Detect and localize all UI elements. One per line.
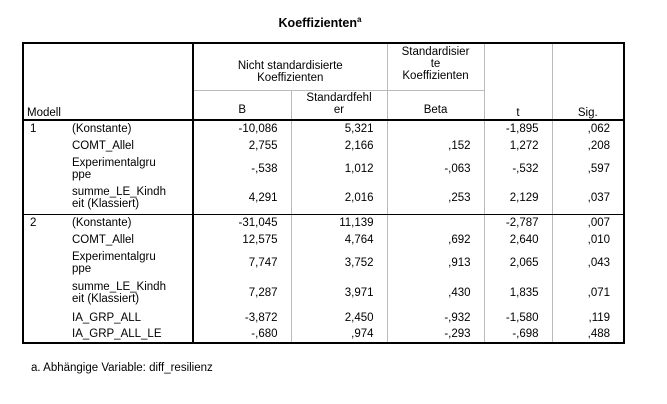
variable-name (68, 248, 193, 277)
header-se-line2: er (333, 104, 345, 116)
variable-name: (Konstante) (68, 214, 193, 231)
cell-se: 2,450 (291, 309, 387, 326)
variable-name (68, 183, 193, 214)
model-2-block (23, 214, 624, 343)
cell-t: 1,272 (484, 137, 552, 154)
cell-b: -3,872 (193, 309, 291, 326)
cell-b: 7,287 (193, 277, 291, 309)
variable-name: IA_GRP_ALL (68, 309, 193, 326)
cell-b: -,538 (193, 154, 291, 183)
table-row (23, 277, 624, 309)
header-beta: Beta (387, 90, 484, 120)
cell-b: 12,575 (193, 231, 291, 248)
table-row (23, 231, 624, 248)
cell-se: 3,752 (291, 248, 387, 277)
cell-t: -2,787 (484, 214, 552, 231)
header-unstandardized-group (193, 43, 387, 90)
cell-sig: ,071 (587, 287, 611, 299)
cell-beta (387, 214, 484, 231)
variable-name (68, 154, 193, 183)
cell-t: -1,895 (484, 120, 552, 137)
coefficients-table (22, 42, 625, 344)
cell-t: -1,580 (484, 309, 552, 326)
table-row (23, 214, 624, 231)
cell-beta: -,063 (387, 154, 484, 183)
variable-name-line1: summe_LE_Kindh (72, 281, 166, 293)
table-row (23, 183, 624, 214)
cell-b: -10,086 (193, 120, 291, 137)
cell-se: 3,971 (291, 277, 387, 309)
cell-t: 1,835 (484, 277, 552, 309)
cell-t: 2,129 (484, 183, 552, 214)
cell-beta: ,692 (387, 231, 484, 248)
variable-name: COMT_Allel (68, 137, 193, 154)
cell-beta (387, 120, 484, 137)
variable-name-line1: Experimentalgru (72, 156, 156, 169)
header-b: B (193, 90, 291, 120)
header-sig: Sig. (552, 43, 624, 120)
cell-sig: ,007 (587, 216, 611, 229)
variable-name: (Konstante) (68, 120, 193, 137)
title-footnote-marker: a (357, 15, 362, 24)
header-modell: Modell (23, 43, 193, 120)
variable-name: COMT_Allel (68, 231, 193, 248)
cell-sig: ,010 (587, 233, 611, 246)
cell-b: 4,291 (193, 183, 291, 214)
variable-name-line1: Experimentalgru (72, 250, 156, 263)
header-std-line1: Standardisier (401, 46, 470, 58)
model-number: 1 (23, 120, 68, 214)
table-row (23, 120, 624, 137)
header-standard-error (291, 90, 387, 120)
cell-beta: ,913 (387, 248, 484, 277)
cell-sig: ,597 (587, 162, 611, 175)
table-row (23, 137, 624, 154)
footnote: a. Abhängige Variable: diff_resilienz (31, 362, 213, 374)
variable-name (68, 277, 193, 309)
cell-beta: -,293 (387, 326, 484, 343)
cell-t: -,532 (484, 154, 552, 183)
header-unstd-line1: Nicht standardisierte (237, 59, 343, 72)
cell-beta: ,152 (387, 137, 484, 154)
table-title (0, 15, 640, 30)
cell-se: 4,764 (291, 231, 387, 248)
cell-se: 11,139 (291, 214, 387, 231)
header-se-line1: Standardfehl (306, 92, 372, 104)
table-row (23, 248, 624, 277)
header-t: t (484, 43, 552, 120)
cell-beta: ,253 (387, 183, 484, 214)
variable-name-line2: eit (Klassiert) (72, 293, 140, 305)
variable-name-line2: eit (Klassiert) (72, 198, 140, 211)
cell-b: 7,747 (193, 248, 291, 277)
table-row (23, 309, 624, 326)
header-std-line2: te (430, 58, 441, 70)
model-1-block (23, 120, 624, 214)
cell-sig: ,043 (587, 256, 611, 269)
variable-name-line1: summe_LE_Kindh (72, 186, 166, 199)
variable-name-line2: ppe (72, 262, 92, 275)
cell-beta: ,430 (387, 277, 484, 309)
cell-se: 2,166 (291, 137, 387, 154)
cell-b: 2,755 (193, 137, 291, 154)
cell-se: 2,016 (291, 183, 387, 214)
variable-name-line2: ppe (72, 168, 92, 181)
header-standardized-group (387, 43, 484, 90)
cell-se: 1,012 (291, 154, 387, 183)
table-title-text: Koeffizienten (278, 16, 358, 31)
cell-b: -31,045 (193, 214, 291, 231)
cell-sig: ,062 (587, 123, 611, 135)
cell-se: 5,321 (291, 120, 387, 137)
table-row (23, 326, 624, 343)
cell-t: 2,065 (484, 248, 552, 277)
table-row (23, 154, 624, 183)
variable-name: IA_GRP_ALL_LE (68, 326, 193, 343)
cell-b: -,680 (193, 326, 291, 343)
cell-beta: -,932 (387, 309, 484, 326)
cell-sig: ,208 (587, 139, 611, 152)
cell-t: 2,640 (484, 231, 552, 248)
cell-sig: ,037 (552, 183, 624, 214)
cell-t: -,698 (484, 326, 552, 343)
cell-sig: ,119 (588, 311, 611, 324)
cell-sig: ,488 (587, 328, 611, 340)
model-number: 2 (30, 216, 37, 229)
header-std-line3: Koeffizienten (402, 70, 469, 82)
cell-se: ,974 (291, 326, 387, 343)
header-unstd-line2: Koeffizienten (257, 71, 324, 84)
